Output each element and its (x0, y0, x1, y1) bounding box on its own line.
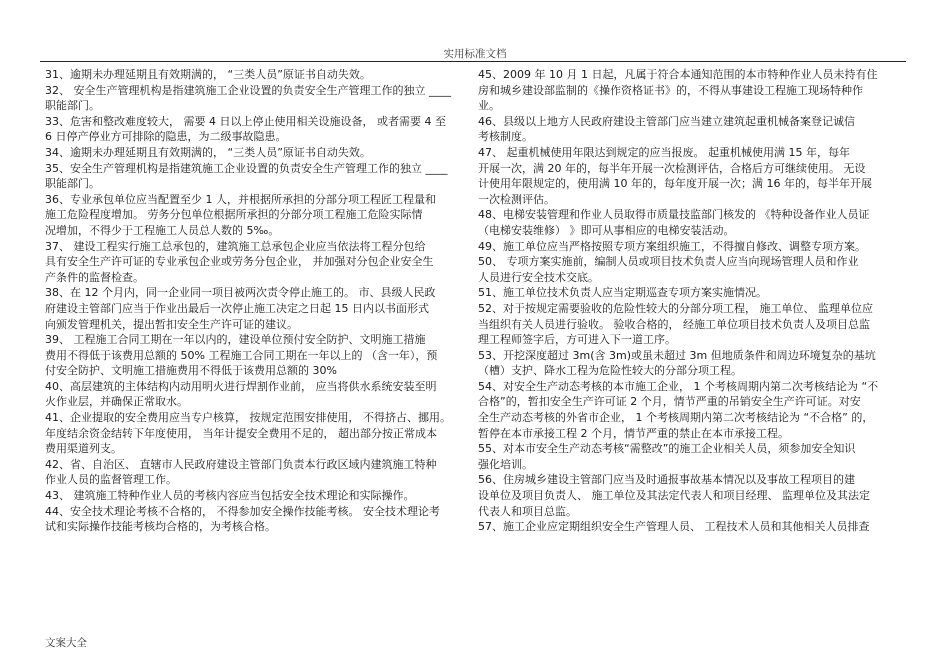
page-footer: 文案大全 (45, 637, 87, 649)
left-column (45, 67, 467, 535)
text-line: 况增加，不得少于工程施工人员总人数的 5‰。 (45, 223, 280, 237)
text-line: 业。 (478, 99, 500, 113)
text-line: 人员进行安全技术交底。 (478, 270, 599, 284)
text-line: 34、逾期未办理延期且有效期满的， “三类人员”原证书自动失效。 (45, 145, 371, 159)
text-line: 46、县级以上地方人民政府建设主管部门应当建立建筑起重机械备案登记诚信 (478, 114, 855, 128)
text-line: 44、安全技术理论考核不合格的， 不得参加安全操作技能考核。 安全技术理论考 (45, 504, 440, 518)
text-line: 理工程师签字后，方可进入下一道工序。 (478, 333, 676, 347)
text-line: 33、危害和整改难度较大， 需要 4 日以上停止使用相关设施设备， 或者需要 4 至 (45, 114, 446, 128)
text-line: 50、 专项方案实施前，编制人员或项目技术负责人应当向现场管理人员和作业 (478, 255, 859, 269)
text-line: 39、 工程施工合同工期在一年以内的，建设单位预付安全防护、文明施工措施 (45, 333, 426, 347)
text-line: 产条件的监督检查。 (45, 270, 144, 284)
right-column (478, 67, 904, 535)
text-line: 火作业层，并确保正常取水。 (45, 395, 188, 409)
text-line: 53、开挖深度超过 3m(含 3m)或虽未超过 3m 但地质条件和周边环境复杂的基坑 (478, 348, 876, 362)
text-line: 年度结余资金结转下年度使用， 当年计提安全费用不足的， 超出部分按正常成本 (45, 426, 437, 440)
text-line: 48、电梯安装管理和作业人员取得市质量技监部门核发的 《特种设备作业人员证 (478, 208, 870, 222)
text-line: 36、专业承包单位应当配置至少 1 人，并根据所承担的分部分项工程匠工程量和 (45, 192, 436, 206)
text-line: 费用渠道列支。 (45, 442, 122, 456)
text-line: 职能部门。 (45, 177, 100, 191)
text-line: 作业人员的监督管理工作。 (45, 473, 177, 487)
text-line: 付安全防护、文明施工措施费用不得低于该费用总额的 30% (45, 364, 337, 378)
text-line: （电梯安装维修） 》即可从事相应的电梯安装活动。 (478, 223, 735, 237)
text-line: 49、施工单位应当严格按照专项方案组织施工，不得擅自修改、调整专项方案。 (478, 239, 866, 253)
text-line: 代表人和项目总监。 (478, 504, 577, 518)
text-line: 当组织有关人员进行验收。 验收合格的， 经施工单位项目技术负责人及项目总监 (478, 317, 870, 331)
text-line: 强化培训。 (478, 457, 533, 471)
text-line: 6 日停产停业方可排除的隐患，为二级事故隐患。 (45, 130, 287, 144)
text-line: 32、 安全生产管理机构是指建筑施工企业设置的负责安全生产管理工作的独立 ____ (45, 83, 451, 97)
text-line: 府建设主管部门应当于作业出最后一次停止施工决定之日起 15 日内以书面形式 (45, 301, 429, 315)
header-divider (40, 61, 906, 62)
text-line: 职能部门。 (45, 99, 100, 113)
text-line: 51、施工单位技术负责人应当定期巡查专项方案实施情况。 (478, 286, 767, 300)
text-line: 设单位及项目负责人、 施工单位及其法定代表人和项目经理、 监理单位及其法定 (478, 489, 870, 503)
text-line: 35、安全生产管理机构是指建筑施工企业设置的负责安全生产管理工作的独立 ____ (45, 161, 448, 175)
text-line: 54、对安全生产动态考核的本市施工企业， 1 个考核周期内第二次考核结论为 “不 (478, 379, 879, 393)
text-line: 一次检测评估。 (478, 192, 555, 206)
text-line: 暂停在本市承接工程 2 个月，情节严重的禁止在本市承接工程。 (478, 426, 789, 440)
text-line: 31、逾期未办理延期且有效期满的， “三类人员”原证书自动失效。 (45, 68, 371, 81)
text-line: 57、施工企业应定期组织安全生产管理人员、 工程技术人员和其他相关人员排查 (478, 520, 870, 534)
text-line: （槽）支护、降水工程为危险性较大的分部分项工程。 (478, 364, 742, 378)
text-line: 55、对本市安全生产动态考核“需整改”的施工企业相关人员，须参加安全知识 (478, 442, 856, 456)
text-line: 考核制度。 (478, 130, 533, 144)
text-line: 41、企业提取的安全费用应当专户核算， 按规定范围安排使用， 不得挤占、挪用。 (45, 411, 451, 425)
text-line: 47、 起重机械使用年限达到规定的应当报废。 起重机械使用满 15 年，每年 (478, 145, 850, 159)
text-line: 全生产动态考核的外省市企业， 1 个考核周期内第二次考核结论为 “不合格” 的， (478, 411, 874, 425)
text-line: 42、省、自治区、 直辖市人民政府建设主管部门负责本行政区域内建筑施工特种 (45, 457, 437, 471)
text-line: 40、高层建筑的主体结构内动用明火进行焊割作业前， 应当将供水系统安装至明 (45, 379, 437, 393)
page-header: 实用标准文档 (443, 48, 507, 60)
text-line: 37、 建设工程实行施工总承包的，建筑施工总承包企业应当依法将工程分包给 (45, 239, 426, 253)
text-line: 43、 建筑施工特种作业人员的考核内容应当包括安全技术理论和实际操作。 (45, 489, 415, 503)
text-line: 52、对于按规定需要验收的危险性较大的分部分项工程， 施工单位、 监理单位应 (478, 301, 873, 315)
text-line: 房和城乡建设部监制的《操作资格证书》的，不得从事建设工程施工现场特种作 (478, 83, 863, 97)
text-line: 向颁发管理机关，提出暂扣安全生产许可证的建议。 (45, 317, 298, 331)
text-line: 具有安全生产许可证的专业承包企业或劳务分包企业， 并加强对分包企业安全生 (45, 255, 434, 269)
text-line: 施工危险程度增加。 劳务分包单位根据所承担的分部分项工程施工危险实际情 (45, 208, 423, 222)
text-line: 45、2009 年 10 月 1 日起，凡属于符合本通知范围的本市特种作业人员未持有住 (478, 68, 878, 81)
text-line: 计使用年限规定的，使用满 10 年的，每年度开展一次；满 16 年的，每半年开展 (478, 177, 872, 191)
text-line: 合格”的，暂扣安全生产许可证 2 个月，情节严重的吊销安全生产许可证。对安 (478, 395, 861, 409)
text-line: 费用不得低于该费用总额的 50% 工程施工合同工期在一年以上的 （含一年），预 (45, 348, 438, 362)
text-line: 38、在 12 个月内，同一企业同一项目被两次责令停止施工的。 市、县级人民政 (45, 286, 436, 300)
text-line: 试和实际操作技能考核均合格的，为考核合格。 (45, 520, 276, 534)
text-line: 56、住房城乡建设主管部门应当及时通报事故基本情况以及事故工程项目的建 (478, 473, 855, 487)
text-line: 开展一次，满 20 年的，每半年开展一次检测评估，合格后方可继续使用。 无设 (478, 161, 866, 175)
